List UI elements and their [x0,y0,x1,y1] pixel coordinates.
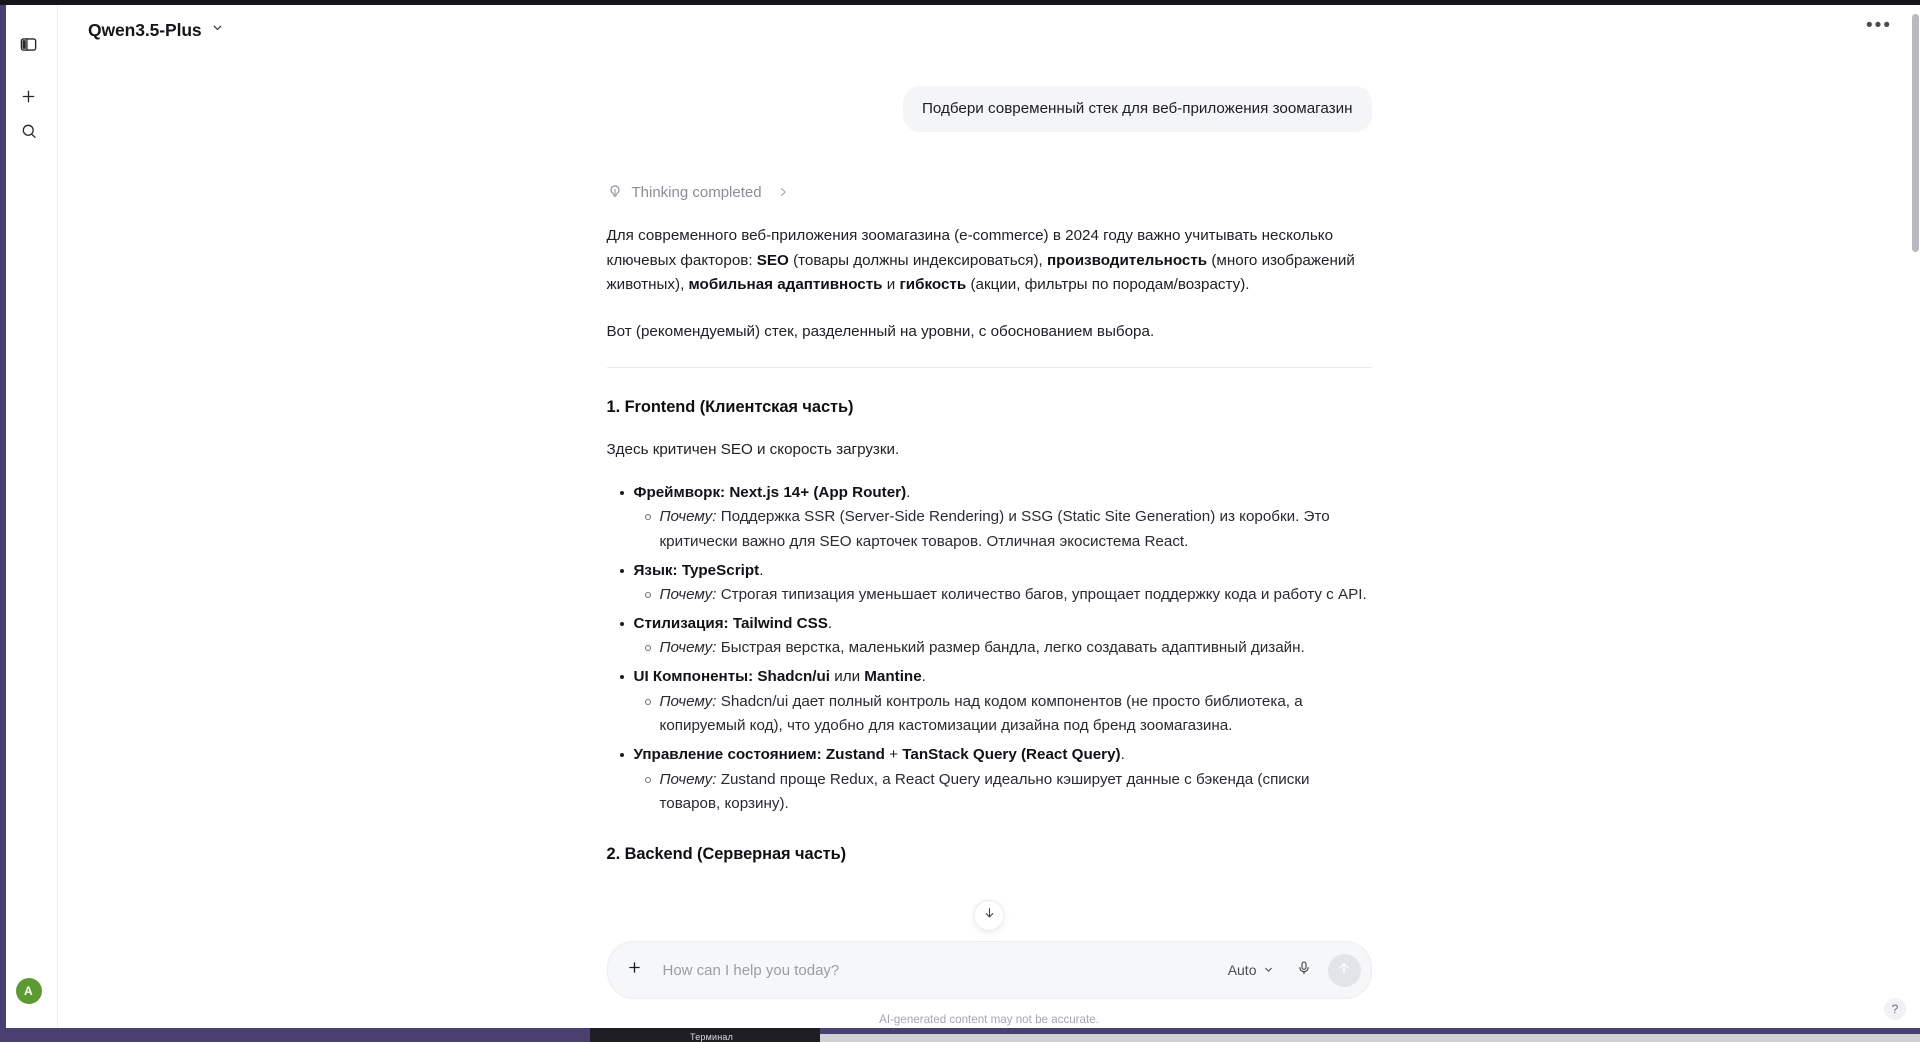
panel-toggle-icon [19,35,38,59]
section-divider [607,367,1372,368]
item-label-mid: + [884,745,903,763]
taskbar-strip [820,1034,1920,1042]
list-item [634,583,1372,608]
scrollbar-thumb[interactable] [1912,14,1919,252]
taskbar-window-label: Терминал [690,1032,734,1042]
sub-list [634,636,1372,661]
model-name-label: Qwen3.5-Plus [88,19,202,40]
main-column [58,0,1920,1042]
left-sidebar-rail [0,0,58,1042]
sub-list [634,690,1372,739]
item-label-tail: . [827,614,833,632]
sub-list [634,583,1372,608]
why-label: Почему: [659,508,717,526]
item-label-tail: . [921,668,926,686]
mode-selector[interactable] [1220,956,1282,984]
item-label: Стилизация: Tailwind CSS [633,614,828,632]
why-text: Поддержка SSR (Server-Side Rendering) и SSG (Static Site Generation) из коробки. Это критически важно для SEO карточек товаров. Отличная экосистема React. [659,508,1330,550]
message-input[interactable] [651,962,1220,979]
plus-icon [19,87,38,111]
search-button[interactable] [12,116,46,150]
scroll-to-bottom-button[interactable] [974,900,1005,931]
list-item [634,636,1372,661]
add-attachment-button[interactable] [618,954,651,987]
list-item [607,743,1372,817]
top-bar [58,0,1920,60]
chevron-down-icon [1263,962,1274,978]
microphone-icon [1296,960,1312,981]
thinking-label: Thinking completed [631,183,762,201]
composer [607,941,1372,999]
item-label-tail: . [1120,745,1125,763]
disclaimer-text: AI-generated content may not be accurate. [58,999,1920,1042]
sub-list [634,505,1372,554]
why-text: Shadcn/ui дает полный контроль над кодом компонентов (не просто библиотека, а копируемый код), что удобно для кастомизации дизайна под бренд зоомагазина. [659,692,1303,735]
lead-part5: (акции, фильтры по породам/возрасту). [966,276,1250,294]
new-chat-button[interactable] [12,82,46,116]
plus-icon [626,959,643,981]
lead-bold4: гибкость [899,276,967,294]
why-text: Строгая типизация уменьшает количество багов, упрощает поддержку кода и работу с API. [716,586,1367,604]
composer-area [58,937,1920,1042]
user-message-row [607,86,1372,132]
list-item [607,481,1372,555]
lead-part1: Для современного веб-приложения зоомагазина (e-commerce) в 2024 году важно учитывать несколько ключевых факторов: [606,227,1334,269]
avatar[interactable] [16,978,42,1004]
search-icon [20,122,38,145]
lead-bold1: SEO [756,251,789,269]
lead-bold3: мобильная адаптивность [688,276,883,294]
list-item [634,768,1372,817]
model-selector[interactable] [78,15,233,46]
item-label: Язык: TypeScript [633,561,760,579]
list-item [634,690,1372,739]
arrow-up-icon [1336,960,1352,981]
window-title-bar [0,0,1920,5]
section1-heading: 1. Frontend (Клиентская часть) [606,397,854,416]
lead-part4: и [882,276,900,294]
sub-list [634,768,1372,817]
mode-label: Auto [1227,962,1257,978]
more-options-button[interactable] [1864,15,1894,45]
section2-heading: 2. Backend (Серверная часть) [606,844,847,863]
send-button[interactable] [1328,954,1361,987]
vertical-scrollbar[interactable] [1912,6,1919,1026]
thinking-toggle[interactable] [607,182,789,202]
lead-part3: (много изображений животных), [606,251,1355,294]
ellipsis-icon: ••• [1866,15,1892,36]
question-mark-icon: ? [1891,1002,1899,1016]
item-label: UI Компоненты: Shadcn/ui [633,668,830,686]
arrow-down-icon [982,906,996,925]
item-label-bold2: TanStack Query (React Query) [902,745,1121,763]
item-label: Фреймворк: Next.js 14+ (App Router) [633,483,907,501]
chevron-right-icon [777,186,789,198]
list-item [607,559,1372,608]
why-text: Быстрая верстка, маленький размер бандла, легко создавать адаптивный дизайн. [716,639,1305,657]
conversation [607,86,1372,907]
section1-list [607,481,1372,817]
section1-subtitle: Здесь критичен SEO и скорость загрузки. [606,441,900,459]
item-label: Управление состоянием: Zustand [633,745,885,763]
assistant-message [607,224,1372,867]
why-label: Почему: [659,586,717,604]
list-item [607,665,1372,739]
lightbulb-icon [607,182,623,202]
window-left-edge [0,0,6,1042]
intro-paragraph: Вот (рекомендуемый) стек, разделенный на уровни, с обоснованием выбора. [606,322,1155,340]
help-button[interactable] [1884,998,1906,1020]
lead-bold2: производительность [1046,251,1208,269]
lead-part2: (товары должны индексироваться), [788,251,1047,269]
avatar-initial: A [24,984,33,998]
why-text: Zustand проще Redux, а React Query идеально кэширует данные с бэкенда (списки товаров, корзину). [659,770,1310,813]
user-message-bubble: Подбери современный стек для веб-приложения зоомагазин [903,86,1372,132]
voice-input-button[interactable] [1288,954,1321,987]
why-label: Почему: [659,692,717,710]
toggle-sidebar-button[interactable] [12,30,46,64]
chevron-down-icon [211,21,224,39]
item-label-tail: . [759,561,764,579]
item-label-bold2: Mantine [864,668,922,686]
list-item [634,505,1372,554]
lead-paragraph [607,224,1372,298]
item-label-tail: . [906,483,911,501]
conversation-scroll-area[interactable] [58,60,1920,937]
why-label: Почему: [659,639,717,657]
why-label: Почему: [659,770,717,788]
list-item [607,612,1372,661]
item-label-mid: или [830,668,865,686]
